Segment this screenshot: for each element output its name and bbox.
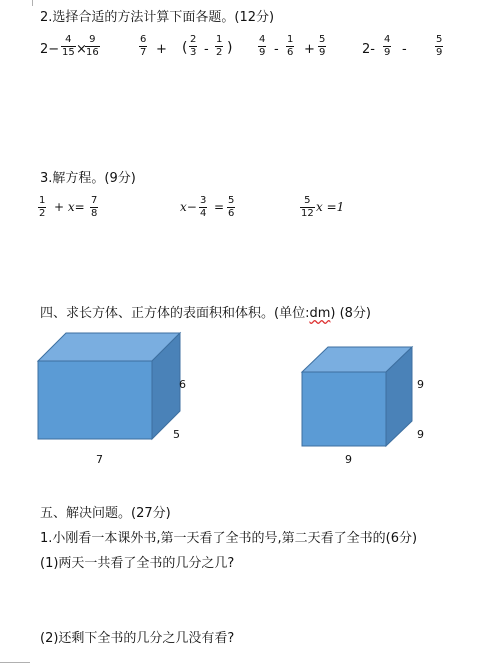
p2-open-paren: (	[182, 40, 188, 56]
p4-lead: 2-	[362, 42, 375, 57]
p4-fraction-1: $\frac{4}{9}$	[384, 34, 391, 58]
e3-tail: x =1	[316, 200, 345, 214]
p2-operator-1: +	[156, 42, 167, 57]
p3-operator-2: +	[304, 42, 315, 57]
question-1: 1.小刚看一本课外书,第一天看了全书的号,第二天看了全书的(6分)	[40, 531, 418, 546]
e1-middle: + x=	[54, 200, 85, 214]
e1-fraction-1: $\frac{1}{2}$	[39, 195, 46, 219]
section4-heading-unit: dm	[309, 306, 331, 321]
p2-fraction-1: $\frac{6}{7}$	[140, 34, 147, 58]
p2-close-paren: )	[227, 40, 233, 56]
p2-fraction-2: $\frac{2}{3}$	[190, 34, 197, 58]
cuboid-figure	[30, 328, 190, 443]
p1-fraction-1: $\frac{4}{15}$	[62, 34, 75, 58]
section4-heading	[40, 302, 371, 321]
e3-fraction: $\frac{5}{12}$	[301, 195, 314, 219]
cube-front-face	[302, 372, 386, 446]
cube-edge-label-right: 9	[417, 428, 424, 441]
cube-edge-label-bottom: 9	[345, 453, 352, 466]
e2-fraction-2: $\frac{5}{6}$	[228, 195, 235, 219]
p4-operator: -	[402, 42, 407, 57]
question-1b: (2)还剩下全书的几分之几没有看?	[40, 631, 235, 646]
p2-operator-2: -	[204, 42, 209, 57]
p1-fraction-2: $\frac{9}{16}$	[86, 34, 99, 58]
section4-heading-text: 四、求长方体、正方体的表面积和体积。(单位:	[40, 306, 310, 321]
cube-figure	[298, 343, 418, 449]
cuboid-length-label: 7	[96, 453, 103, 466]
section4-heading-tail: ) (8分)	[330, 306, 371, 321]
p1-operator: ×	[76, 42, 87, 57]
e2-fraction-1: $\frac{3}{4}$	[200, 195, 207, 219]
e2-lead: x−	[180, 200, 197, 214]
corner-mark-top-left	[24, 0, 33, 6]
cuboid-width-label: 5	[173, 428, 180, 441]
p3-operator-1: -	[274, 42, 279, 57]
p1-lead: 2−	[40, 42, 60, 57]
cuboid-front-face	[38, 361, 152, 439]
p2-fraction-3: $\frac{1}{2}$	[216, 34, 223, 58]
p3-fraction-1: $\frac{4}{9}$	[259, 34, 266, 58]
p4-fraction-2: $\frac{5}{9}$	[436, 34, 443, 58]
corner-mark-bottom-left	[0, 662, 30, 671]
cube-edge-label-top: 9	[417, 378, 424, 391]
section5-heading: 五、解决问题。(27分)	[40, 506, 171, 521]
p3-fraction-2: $\frac{1}{6}$	[287, 34, 294, 58]
cuboid-height-label: 6	[179, 378, 186, 391]
section2-heading: 2.选择合适的方法计算下面各题。(12分)	[40, 10, 275, 25]
e1-fraction-2: $\frac{7}{8}$	[91, 195, 98, 219]
e2-equals: =	[214, 200, 225, 214]
section3-heading: 3.解方程。(9分)	[40, 171, 136, 186]
p3-fraction-3: $\frac{5}{9}$	[319, 34, 326, 58]
question-1a: (1)两天一共看了全书的几分之几?	[40, 556, 235, 571]
